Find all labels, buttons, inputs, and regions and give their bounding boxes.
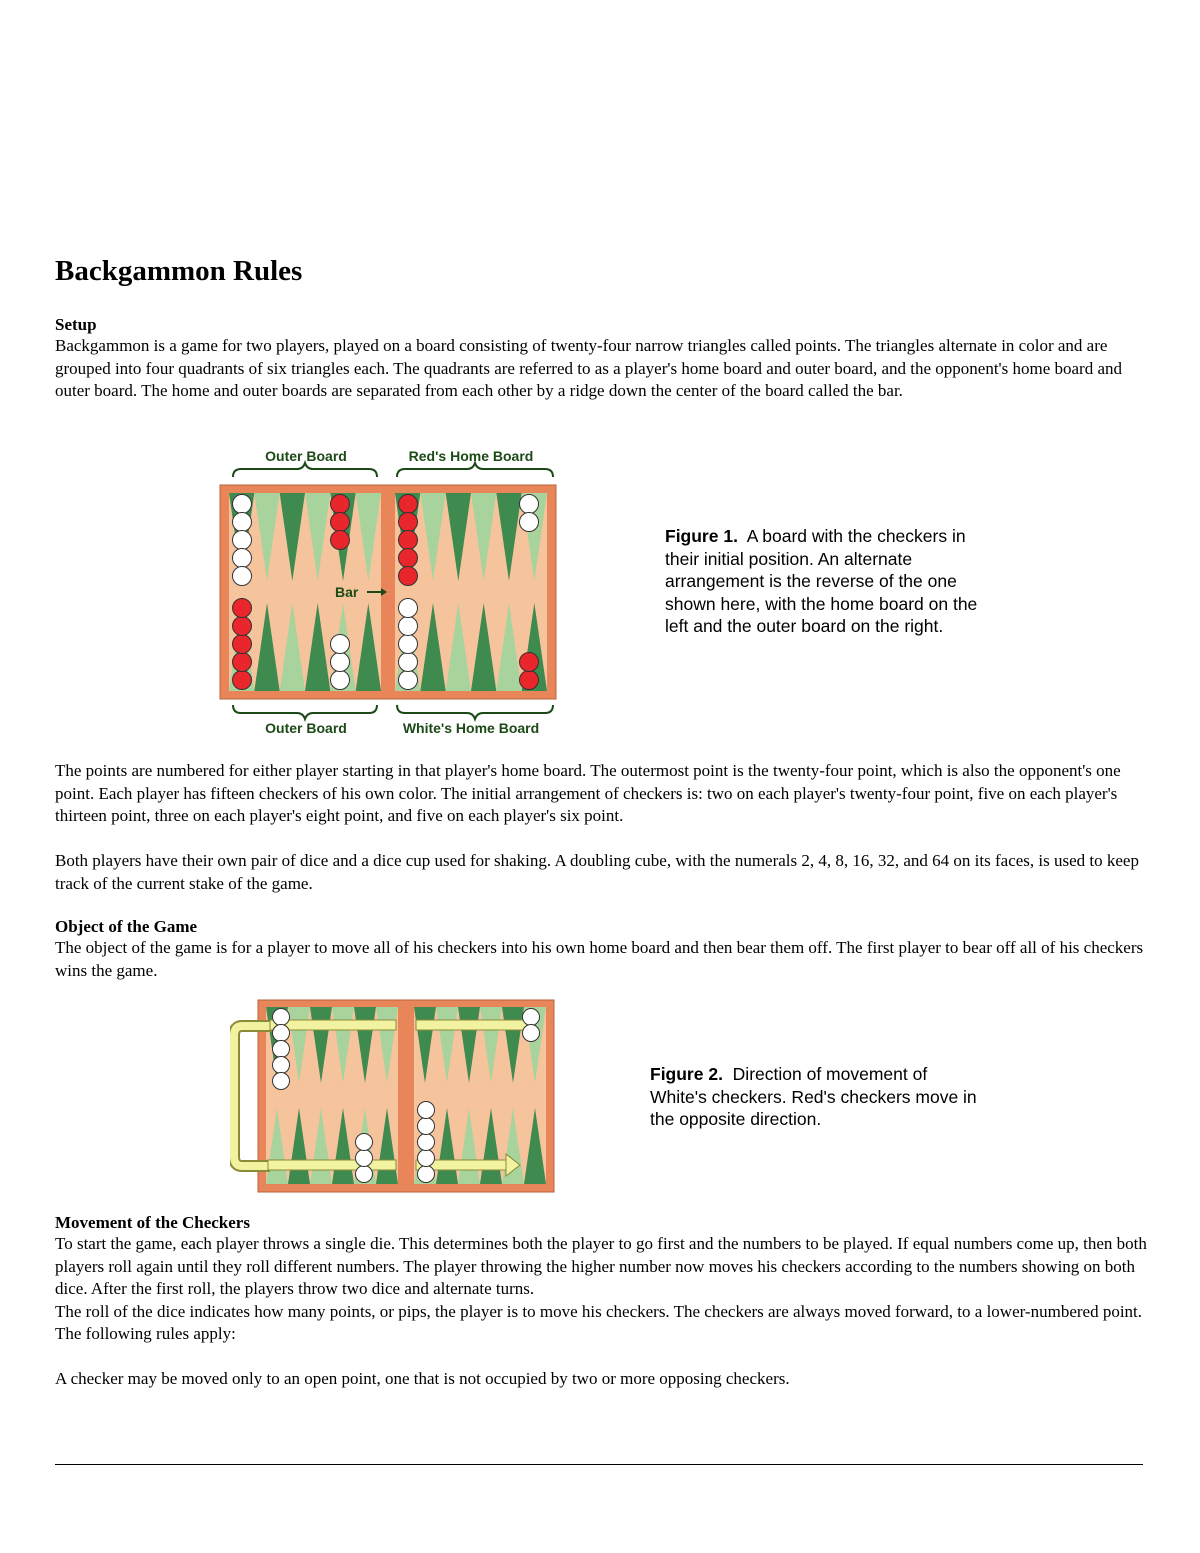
white-checker bbox=[520, 495, 539, 514]
figure-2-caption bbox=[650, 1063, 980, 1131]
white-checker bbox=[233, 549, 252, 568]
points-section bbox=[55, 760, 1147, 828]
movement-heading: Movement of the Checkers bbox=[55, 1213, 250, 1232]
white-checker bbox=[273, 1041, 290, 1058]
white-checker bbox=[418, 1150, 435, 1167]
white-checker bbox=[233, 531, 252, 550]
white-checker bbox=[233, 567, 252, 586]
white-checker bbox=[399, 617, 418, 636]
red-checker bbox=[520, 653, 539, 672]
movement-paragraph-3: A checker may be moved only to an open point, one that is not occupied by two or more opposing checkers. bbox=[55, 1368, 790, 1388]
footer-rule bbox=[55, 1464, 1143, 1465]
figure-2-caption-label: Figure 2. bbox=[650, 1064, 723, 1084]
object-heading: Object of the Game bbox=[55, 917, 198, 936]
figure-2-board bbox=[230, 998, 560, 1194]
bar-label: Bar bbox=[335, 584, 359, 600]
white-checker bbox=[418, 1166, 435, 1183]
red-checker bbox=[233, 599, 252, 618]
white-checker bbox=[418, 1102, 435, 1119]
red-checker bbox=[233, 635, 252, 654]
white-checker bbox=[331, 653, 350, 672]
page-title: Backgammon Rules bbox=[55, 255, 303, 287]
red-checker bbox=[331, 513, 350, 532]
red-checker bbox=[233, 671, 252, 690]
white-checker bbox=[356, 1166, 373, 1183]
figure-1-caption-text: A board with the checkers in their initial position. An alternate arrangement is the reverse of the one shown here, with the home board on the left and the outer board on the right. bbox=[665, 526, 978, 637]
white-checker bbox=[331, 635, 350, 654]
white-checker bbox=[331, 671, 350, 690]
movement-paragraph-2: The roll of the dice indicates how many points, or pips, the player is to move his checkers. The checkers are always moved forward, to a lower-numbered point. The following rules apply: bbox=[55, 1301, 1143, 1343]
red-checker bbox=[399, 531, 418, 550]
red-checker bbox=[399, 513, 418, 532]
setup-section bbox=[55, 315, 1147, 403]
dice-paragraph: Both players have their own pair of dice and a dice cup used for shaking. A doubling cube, with the numerals 2, 4, 8, 16, 32, and 64 on its faces, is used to keep track of the current stake of the game. bbox=[55, 851, 1139, 893]
setup-paragraph: Backgammon is a game for two players, played on a board consisting of twenty-four narrow triangles called points. The triangles alternate in color and are grouped into four quadrants of six triangles each. The quadrants are referred to as a player's home board and outer board, and the opponent's home board and outer board. The home and outer boards are separated from each other by a ridge down the center of the board called the bar. bbox=[55, 336, 1123, 400]
red-checker bbox=[520, 671, 539, 690]
dice-section bbox=[55, 850, 1147, 895]
white-checker bbox=[418, 1118, 435, 1135]
figure-1-caption-label: Figure 1. bbox=[665, 526, 738, 546]
red-checker bbox=[233, 617, 252, 636]
white-checker bbox=[356, 1150, 373, 1167]
white-checker bbox=[273, 1009, 290, 1026]
white-checker bbox=[233, 495, 252, 514]
label-top-right: Red's Home Board bbox=[408, 448, 534, 464]
red-checker bbox=[399, 549, 418, 568]
object-section bbox=[55, 917, 1147, 982]
red-checker bbox=[331, 531, 350, 550]
label-bottom-right: White's Home Board bbox=[402, 720, 540, 736]
label-top-left: Outer Board bbox=[265, 448, 347, 464]
white-checker bbox=[399, 635, 418, 654]
red-checker bbox=[233, 653, 252, 672]
white-checker bbox=[356, 1134, 373, 1151]
figure-1-caption bbox=[665, 525, 985, 638]
white-checker bbox=[273, 1057, 290, 1074]
white-checker bbox=[399, 653, 418, 672]
white-checker bbox=[273, 1025, 290, 1042]
red-checker bbox=[399, 495, 418, 514]
points-paragraph: The points are numbered for either player starting in that player's home board. The outermost point is the twenty-four point, which is also the opponent's one point. Each player has fifteen checkers of his own color. The initial arrangement of checkers is: two on each player's twenty-four point, five on each player's thirteen point, three on each player's eight point, and five on each player's six point. bbox=[55, 761, 1121, 825]
figure-2-caption-text: Direction of movement of White's checkers. Red's checkers move in the opposite direction. bbox=[650, 1064, 977, 1130]
white-checker bbox=[520, 513, 539, 532]
red-checker bbox=[331, 495, 350, 514]
white-checker bbox=[523, 1009, 540, 1026]
object-paragraph: The object of the game is for a player to move all of his checkers into his own home board and then bear them off. The first player to bear off all of his checkers wins the game. bbox=[55, 938, 1144, 980]
white-checker bbox=[418, 1134, 435, 1151]
label-bottom-left: Outer Board bbox=[265, 720, 347, 736]
white-checker bbox=[399, 671, 418, 690]
red-checker bbox=[399, 567, 418, 586]
white-checker bbox=[233, 513, 252, 532]
white-checker bbox=[399, 599, 418, 618]
setup-heading: Setup bbox=[55, 315, 97, 334]
white-checker bbox=[523, 1025, 540, 1042]
figure-1-board bbox=[215, 443, 565, 743]
movement-section bbox=[55, 1213, 1147, 1390]
movement-paragraph-1: To start the game, each player throws a single die. This determines both the player to go first and the numbers to be played. If equal numbers come up, then both players roll again until they roll different numbers. The player throwing the higher number now moves his checkers according to the numbers showing on both dice. After the first roll, the players throw two dice and alternate turns. bbox=[55, 1234, 1147, 1298]
white-checker bbox=[273, 1073, 290, 1090]
